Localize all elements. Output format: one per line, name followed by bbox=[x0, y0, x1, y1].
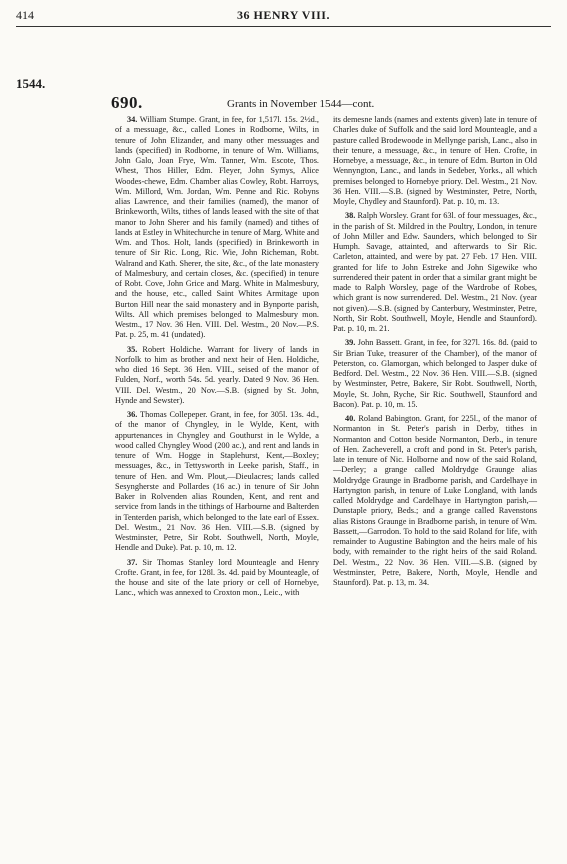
entry-number: 39. bbox=[345, 338, 356, 348]
entry-number: 34. bbox=[127, 115, 138, 124]
entry-36 bbox=[115, 410, 319, 554]
entry-text: Sir Thomas Stanley lord Mounteagle and Henry Crofte. Grant, in fee, for 128l. 3s. 4d. paid by Mounteagle, of the house and site of the late priory or cell of Hornebye, Lanc., which was annexed to Croxton mon., Leic., with bbox=[115, 557, 319, 598]
entry-34 bbox=[115, 115, 319, 341]
entry-number: 36. bbox=[127, 410, 138, 419]
document-title: Grants in November 1544—cont. bbox=[227, 98, 375, 110]
entry-text: Roland Babington. Grant, for 225l., of the manor of Normanton in St. Peter's parish in Derby, tithes in Normanton and Cotton beside Normanton, Derb., in tenure of Hen. Zacheverell, a croft and pond in St. Peter's parish, late in tenure of Nic. Holborne and now of the said Roland,—Derley; a grange called Moldrydge Graunge alias Moldrydge Graunge in Bradborne parish, and Cardelhaye in Hartyngton parish, in tenure of Luke Longland, with lands called Moldrydge and Cardelhaye in Hartyngton parish,—Dunstaple priory, Beds.; and a grange called Ravenstons alias Ristons Graunge in Bradborne parish, in tenure of Wm. Bassett,—Garrodon. To hold to the said Roland for life, with remainder to Augustine Babington and the heirs male of his body, with remainder to the right heirs of the said Roland. Del. Westm., 22 Nov. 36 Hen. VIII.—S.B. (signed by Westminster, Petre, Bakere, North, Moyle, Hendle and Staunford). Pat. p. 13, m. 34. bbox=[333, 414, 538, 587]
entry-40 bbox=[333, 414, 537, 588]
entry-37 bbox=[115, 558, 319, 599]
entry-35 bbox=[115, 345, 319, 407]
entry-number: 35. bbox=[127, 344, 138, 354]
entry-text: John Bassett. Grant, in fee, for 327l. 16s. 8d. (paid to Sir Brian Tuke, treasurer of the Chamber), of the manor of Peterston, co. Glamorgan, which belonged to Jasper duke of Bedford. Del. Westm., 22 Nov. 36 Hen. VIII.—S.B. (signed by Westminster, Petre, Bakere, Sir Robt. Southwell, North, Moyle, St. John, Ryche, Sir Ric. Southwell, Staunford and Bacon). Pat. p. 10, m. 15. bbox=[333, 338, 537, 409]
running-head bbox=[16, 8, 551, 24]
header-rule bbox=[16, 26, 551, 27]
page-number: 414 bbox=[16, 8, 34, 22]
running-title: 36 HENRY VIII. bbox=[237, 8, 330, 22]
entry-text: its demesne lands (names and extents given) late in tenure of Charles duke of Suffolk and the said lord Mounteagle, and a pasture called Brodewoode in Mellynge parish, Lanc., also in their tenure, a messuage, &c., in tenure of Hen. Crofte, in Hornebye, a messuage, &c., in tenure of Edm. Burton in Old Wennyngton, Lanc., and lands in Sedeber, Yorks., all which premises belonged to Hornebye priory. Del. Westm., 21 Nov. 36 Hen. VIII.—S.B. (signed by Westminster, Petre, North, Moyle, Chydley and Staunford). Pat. p. 10, m. 13. bbox=[333, 115, 537, 206]
left-column bbox=[115, 115, 319, 603]
entry-text: Thomas Collepeper. Grant, in fee, for 305l. 13s. 4d., of the manor of Chyngley, in le Wylde, Kent, with appurtenances in Chyngley and Gouthurst in le Wylde, a wood called Chyngley Wood (200 ac.), and rent and lands in tenure of Wm. Hogge in Staplehurst, Kent,—Boxley; messuages, &c., in Tettysworth in Leeke parish, Staff., in tenure of Hen. and Wm. Plout,—Dieulacres; lands called Sesyngherste and Pollardes (16 ac.) in tenure of Sir John Baker in Rolvenden alias Rounden, Kent, and rent and service from lands in the tithings of Harbourne and Balterden in Tenterden parish, which belonged to the late earl of Essex. Del. Westm., 21 Nov. 36 Hen. VIII.—S.B. (signed by Westminster, Petre, Sir Robt. Southwell, North, Moyle, Hendle and Duke). Pat. p. 10, m. 12. bbox=[115, 410, 319, 553]
document-number: 690. bbox=[111, 93, 143, 112]
entry-37-continued bbox=[333, 115, 537, 207]
entry-number: 37. bbox=[127, 557, 138, 567]
entry-38 bbox=[333, 211, 537, 334]
entry-number: 40. bbox=[345, 414, 356, 423]
entry-text: Ralph Worsley. Grant for 63l. of four messuages, &c., in the parish of St. Mildred in the Poultry, London, in tenure of John Miller and Edw. Saunders, which belonged to Sir Humph. Savage, attainted, and afterwards to Sir Ric. Carleton, attainted, and were by pat. 27 Feb. 17 Hen. VIII. granted for life to John Estreke and John Sigewike who surrendered their patent in order that a similar grant might be made to Ralph Worsley, page of the Wardrobe of Robes, which grant is now surrendered. Del. Westm., 21 Nov. (year not given).—S.B. (signed by Canterbury, Westminster, Petre, North, Sir Robt. Southwell, Moyle, Hendle and Staunford). Pat. p. 10, m. 21. bbox=[333, 211, 538, 333]
year-label: 1544. bbox=[16, 76, 46, 91]
entry-text: Robert Holdiche. Warrant for livery of lands in Norfolk to him as brother and next heir of Hen. Holdiche, who died 16 Sept. 36 Hen. VIII., seised of the manor of Fulden, Norf., worth 54s. 5d. yearly. Dated 9 Nov. 36 Hen. VIII. Del. Westm., 20 Nov.—S.B. (signed by St. John, Hynde and Sewster). bbox=[115, 344, 320, 405]
entry-number: 38. bbox=[345, 211, 356, 221]
right-column bbox=[333, 115, 537, 592]
entry-text: William Stumpe. Grant, in fee, for 1,517l. 15s. 2½d., of a messuage, &c., called Lones in Rodborne, Wilts, in tenure of John Elizander, and many other messuages and lands (specified) in Rodborne, in tenure of Wm. Williams, John Galo, Joan Frye, Wm. Tanner, Wm. Escote, Thos. Whest, Thos Hiller, Edm. Fleyer, John Symys, Alice Woodes-chewe, Edm. Chamber alias Cowley, Robt. Harroys, Wm. Millord, Wm. Jordan, Wm. Penne and Ric. Robyns alias Lawrence, and their families (named), the manor of Brinkeworth, Wilts, tithes of lands leased with the site of that manor to John Sherer and his family (named) and tithes of lands at Estley in Whitechurche in tenure of Marg. White and Wm. and Thos. Holt, lands (specified) in Brinkeworth in tenure of Sir Ric. Long, Ric. Wie, John Richeman, Robt. Walrand and Kath. Sherer, the site, &c., of the late monastery of Malmesbury, and certain closes, &c. (specified) in tenure of Robt. Cove, John Grice and Marg. White in Malmesbury, and the house, etc., called Saint Whites Armitage upon Burton Hill near the said monastery and in Bynporte parish, Wilts. All which premises belonged to Malmesbury mon. Westm., 17 Nov. 36 Hen. VIII. Del. Westm., 20 Nov.—P.S. Pat. p. 25, m. 41 (undated). bbox=[115, 115, 319, 340]
entry-39 bbox=[333, 338, 537, 410]
